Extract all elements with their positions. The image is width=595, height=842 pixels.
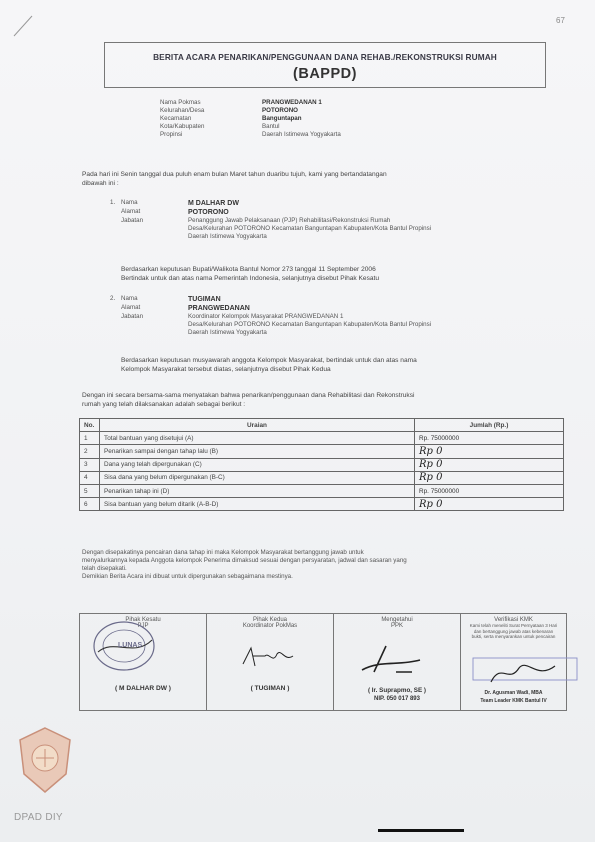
party2-jabatan-line: Daerah Istimewa Yogyakarta: [188, 329, 267, 336]
location-label: Kecamatan: [160, 115, 192, 122]
bottom-bar: [378, 829, 464, 832]
statement-line: Dengan ini secara bersama-sama menyatakan bahwa penarikan/penggunaan dana Rehabilitasi dan Rekonstruksi: [82, 392, 415, 399]
basis-line: Berdasarkan keputusan musyawarah anggota Kelompok Masyarakat, bertindak untuk dan atas nama: [121, 357, 417, 364]
party2-nama: TUGIMAN: [188, 296, 221, 303]
sig-name: ( M DALHAR DW ): [114, 685, 172, 692]
statement-line: rumah yang telah dilaksanakan adalah sebagai berikut :: [82, 401, 246, 408]
sig-role: Verifikasi KMK: [494, 617, 533, 623]
blue-stamp-icon: [471, 654, 581, 686]
table-row: [80, 458, 564, 471]
party2-alamat: PRANGWEDANAN: [188, 305, 250, 312]
sig-role: Pihak Kesatu: [125, 617, 161, 623]
page-number: 67: [556, 16, 565, 25]
signature-scribble-icon: [356, 642, 426, 682]
table-row: [80, 498, 564, 511]
row-no: 4: [80, 471, 100, 484]
sig-name: ( Ir. Suprapmo, SE ): [367, 687, 427, 694]
location-label: Propinsi: [160, 131, 183, 138]
party1-jabatan-line: Penanggung Jawab Pelaksanaan (PJP) Rehabilitasi/Rekonstruksi Rumah: [188, 217, 391, 224]
row-no: 5: [80, 484, 100, 497]
closing-line: Demikian Berita Acara ini dibuat untuk dipergunakan sebagaimana mestinya.: [82, 573, 293, 580]
archive-label: DPAD DIY: [14, 812, 63, 823]
table-row: [80, 471, 564, 484]
stamp-text: LUNAS: [118, 642, 143, 649]
closing-line: telah disepakati.: [82, 565, 127, 572]
field-label: Nama: [121, 199, 138, 206]
sig-sub: Kami telah meneliti Surat Pernyataan 3 Hari dan bertanggung jawab atas kebenaran bukti, serta menyarankan untuk pencairan: [469, 623, 558, 639]
table-header-row: [80, 419, 564, 432]
intro-line: Pada hari ini Senin tanggal dua puluh enam bulan Maret tahun duaribu tujuh, kami yang bertandatangan: [82, 171, 387, 178]
signature-cell-pihak-kedua: [207, 614, 334, 711]
intro-line: dibawah ini :: [82, 180, 119, 187]
row-no: 2: [80, 445, 100, 458]
funds-table: [79, 418, 564, 511]
location-values: [262, 99, 341, 139]
field-label: Alamat: [121, 208, 141, 215]
sig-sub: PJP: [137, 623, 149, 629]
signature-cell-verifikasi: [461, 614, 567, 711]
row-jumlah: Rp. 75000000: [415, 432, 564, 445]
kecamatan-value: Banguntapan: [262, 115, 302, 122]
row-uraian: Sisa bantuan yang belum ditarik (A-B-D): [100, 498, 415, 511]
basis-line: Bertindak untuk dan atas nama Pemerintah Indonesia, selanjutnya disebut Pihak Kesatu: [121, 275, 380, 282]
row-jumlah: Rp. 75000000: [415, 484, 564, 497]
row-jumlah-handwritten: Rp 0: [415, 445, 564, 458]
desa-value: POTORONO: [262, 107, 298, 114]
sig-sub: Koordinator PokMas: [242, 623, 298, 629]
party1-number: 1.: [110, 199, 116, 206]
row-uraian: Penarikan sampai dengan tahap lalu (B): [100, 445, 415, 458]
signature-cell-mengetahui: [334, 614, 461, 711]
title-box: [104, 42, 546, 88]
propinsi-value: Daerah Istimewa Yogyakarta: [262, 131, 341, 138]
party2-number: 2.: [110, 295, 116, 302]
row-uraian: Total bantuan yang disetujui (A): [100, 432, 415, 445]
row-no: 1: [80, 432, 100, 445]
location-label: Nama Pokmas: [160, 99, 201, 106]
party2-labels: [121, 295, 143, 321]
party1-basis: [121, 265, 379, 283]
party2-basis: [121, 356, 417, 374]
table-row: [80, 445, 564, 458]
document-title: BERITA ACARA PENARIKAN/PENGGUNAAN DANA REHAB./REKONSTRUKSI RUMAH: [153, 52, 497, 62]
row-uraian: Penarikan tahap ini (D): [100, 484, 415, 497]
closing-line: Dengan disepakatinya pencairan dana tahap ini maka Kelompok Masyarakat bertanggung jawab untuk: [82, 549, 364, 556]
closing-paragraph: [82, 549, 407, 581]
field-label: Jabatan: [121, 313, 144, 320]
party2-jabatan-line: Desa/Kelurahan POTORONO Kecamatan Banguntapan Kabupaten/Kota Bantul Propinsi: [188, 321, 432, 328]
row-jumlah-handwritten: Rp 0: [415, 458, 564, 471]
pokmas-value: PRANGWEDANAN 1: [262, 99, 322, 106]
party1-jabatan-line: Desa/Kelurahan POTORONO Kecamatan Banguntapan Kabupaten/Kota Bantul Propinsi: [188, 225, 432, 232]
row-uraian: Dana yang telah dipergunakan (C): [100, 458, 415, 471]
statement-paragraph: [82, 391, 414, 409]
party1-alamat: POTORONO: [188, 209, 229, 216]
row-no: 3: [80, 458, 100, 471]
sig-name: Dr. Agusman Wadi, MBA: [484, 690, 543, 696]
sig-name: ( TUGIMAN ): [250, 685, 290, 692]
signature-scribble-icon: [239, 642, 299, 672]
signature-table: [79, 613, 567, 711]
col-header-jumlah: Jumlah (Rp.): [415, 419, 564, 432]
field-label: Jabatan: [121, 217, 144, 224]
row-jumlah-handwritten: Rp 0: [415, 471, 564, 484]
party1-jabatan-line: Daerah Istimewa Yogyakarta: [188, 233, 267, 240]
party2-jabatan-line: Koordinator Kelompok Masyarakat PRANGWEDANAN 1: [188, 313, 344, 320]
row-no: 6: [80, 498, 100, 511]
col-header-no: No.: [80, 419, 100, 432]
location-label: Kelurahan/Desa: [160, 107, 205, 114]
dpad-emblem-icon: [14, 724, 76, 796]
kabupaten-value: Bantul: [262, 123, 280, 130]
field-label: Alamat: [121, 304, 141, 311]
table-row: [80, 432, 564, 445]
col-header-uraian: Uraian: [100, 419, 415, 432]
field-label: Nama: [121, 295, 138, 302]
sig-role: Pihak Kedua: [252, 617, 288, 623]
party1-values: [188, 199, 431, 241]
party2-values: [188, 295, 431, 337]
document-subtitle: (BAPPD): [293, 66, 357, 82]
location-labels: [160, 99, 204, 139]
row-uraian: Sisa dana yang belum dipergunakan (B-C): [100, 471, 415, 484]
sig-role: Mengetahui: [381, 617, 413, 623]
party1-labels: [121, 199, 143, 225]
basis-line: Berdasarkan keputusan Bupati/Walikota Bantul Nomor 273 tanggal 11 September 2006: [121, 266, 376, 273]
closing-line: menyalurkannya kepada Anggota kelompok Penerima dimaksud sesuai dengan persyaratan, jadwal dan sasaran yang: [82, 557, 407, 564]
sig-nip: NIP. 050 017 893: [374, 696, 420, 702]
party1-nama: M DALHAR DW: [188, 200, 239, 207]
row-jumlah-handwritten: Rp 0: [415, 498, 564, 511]
basis-line: Kelompok Masyarakat tersebut diatas, selanjutnya disebut Pihak Kedua: [121, 366, 331, 373]
signature-cell-pihak-kesatu: [80, 614, 207, 711]
location-label: Kota/Kabupaten: [160, 123, 205, 130]
sig-nip: Team Leader KMK Bantul IV: [480, 698, 547, 704]
pen-mark-icon: [10, 10, 40, 40]
sig-sub: PPK: [390, 623, 403, 629]
table-row: [80, 484, 564, 497]
intro-paragraph: [82, 170, 387, 188]
